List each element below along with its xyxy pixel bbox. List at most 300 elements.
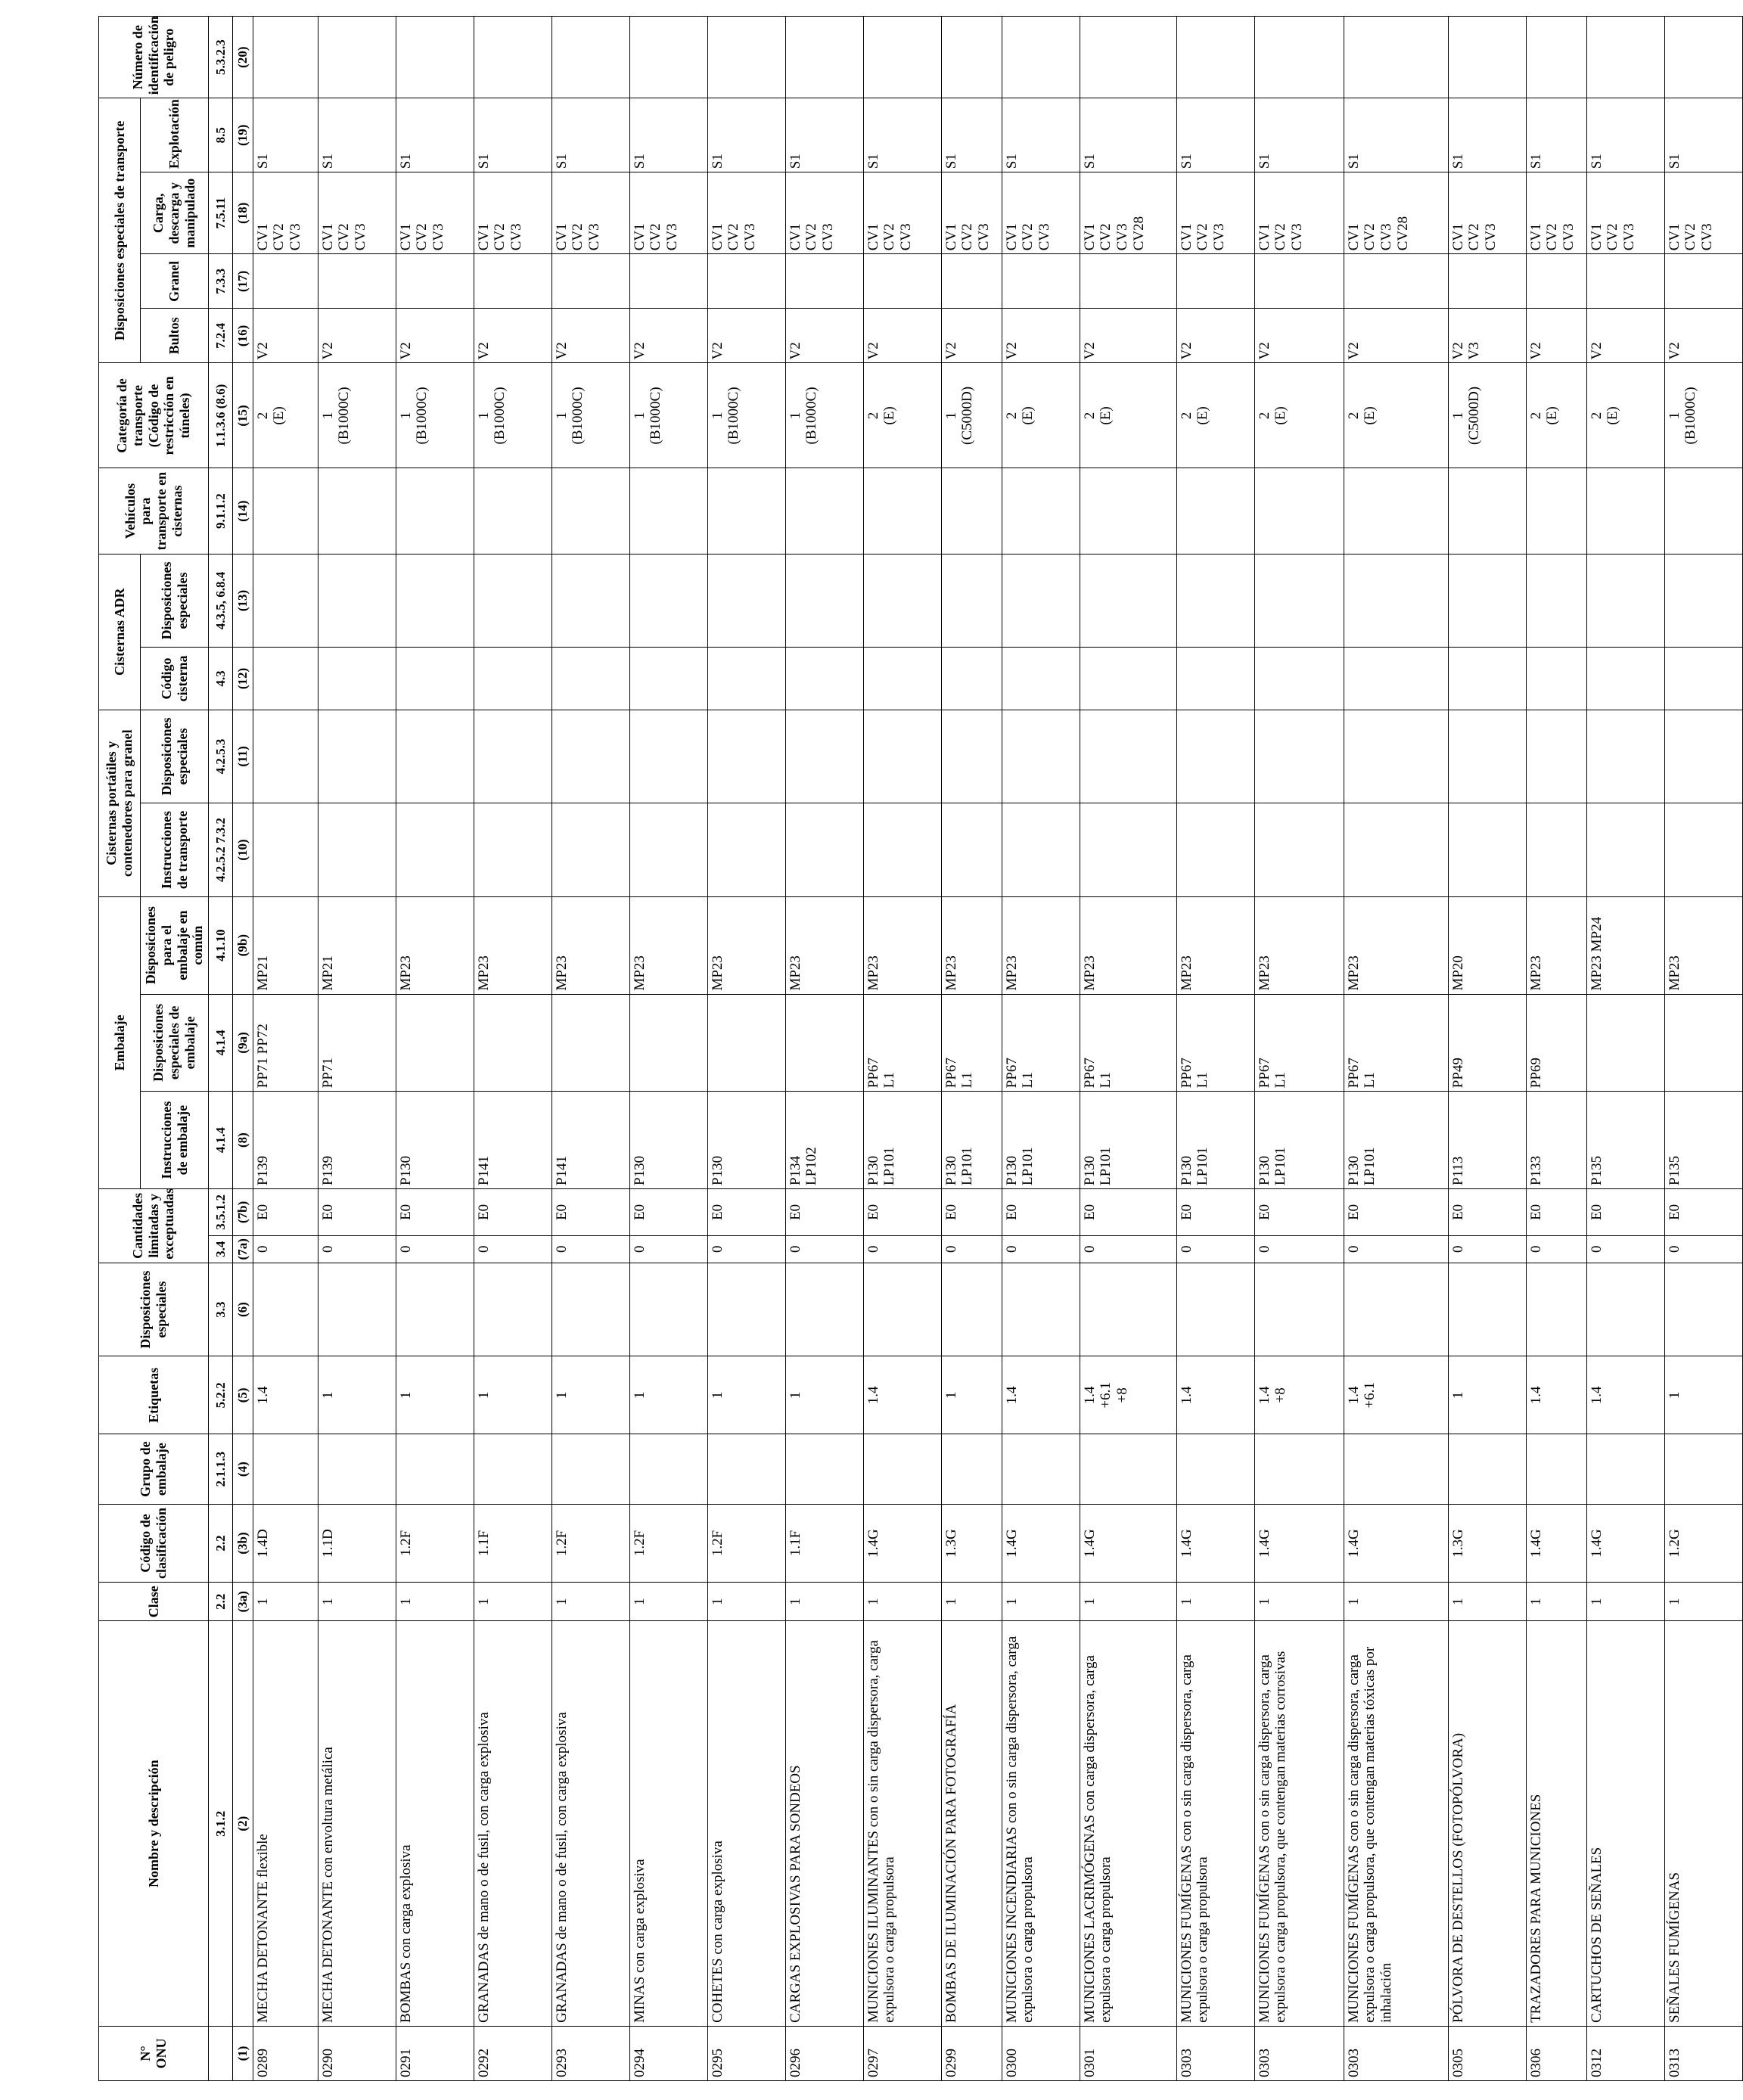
special-provisions-cell: [253, 1263, 318, 1356]
name-cell: MUNICIONES ILUMINANTES con o sin carga dispersora, carga expulsora o carga propulsora: [863, 1621, 941, 2026]
limited-quantity-cell: 0: [253, 1235, 318, 1263]
packing-instruction-cell: P130 LP101: [1254, 1092, 1344, 1189]
pt-special-cell: [1176, 710, 1254, 803]
tank-code-cell: [396, 648, 474, 710]
ref-cell: 3.1.2: [209, 1621, 233, 2026]
tank-code-cell: [707, 648, 785, 710]
transport-category-cell: 2 (E): [1080, 363, 1176, 468]
header-special-provisions: Disposiciones especiales: [99, 1263, 209, 1356]
class-cell: 1: [629, 1582, 707, 1620]
tank-special-cell: [1254, 554, 1344, 648]
vehicle-cell: [253, 468, 318, 554]
hazard-id-cell: [1448, 17, 1526, 98]
class-cell: 1: [253, 1582, 318, 1620]
packing-instruction-cell: P130: [707, 1092, 785, 1189]
packing-instruction-cell: P134 LP102: [785, 1092, 863, 1189]
pt-instruction-cell: [941, 803, 1002, 897]
vehicle-cell: [1664, 468, 1742, 554]
packages-cell: V2: [474, 309, 551, 363]
vehicle-cell: [1448, 468, 1526, 554]
special-packing-cell: [474, 994, 551, 1092]
header-name: Nombre y descripción: [99, 1621, 209, 2026]
limited-quantity-cell: 0: [863, 1235, 941, 1263]
excepted-quantity-cell: E0: [629, 1188, 707, 1235]
table-row: [629, 17, 707, 2081]
operation-cell: S1: [474, 98, 551, 172]
column-number: (15): [233, 363, 253, 468]
tank-code-cell: [1002, 648, 1080, 710]
special-packing-cell: [1586, 994, 1664, 1092]
labels-cell: 1: [941, 1356, 1002, 1434]
tank-code-cell: [318, 648, 396, 710]
mixed-packing-cell: MP23: [396, 896, 474, 994]
ref-cell: 2.2: [209, 1504, 233, 1582]
column-number: (19): [233, 98, 253, 172]
special-provisions-cell: [941, 1263, 1002, 1356]
name-cell: COHETES con carga explosiva: [707, 1621, 785, 2026]
loading-cell: CV1 CV2 CV3: [863, 172, 941, 254]
packing-instruction-cell: P130 LP101: [863, 1092, 941, 1189]
table-row: [474, 17, 551, 2081]
column-number: (13): [233, 554, 253, 648]
tank-special-cell: [1448, 554, 1526, 648]
special-provisions-cell: [629, 1263, 707, 1356]
packing-instruction-cell: P130 LP101: [1344, 1092, 1448, 1189]
packages-cell: V2: [396, 309, 474, 363]
hazard-id-cell: [318, 17, 396, 98]
operation-cell: S1: [1526, 98, 1586, 172]
bulk-cell: [1002, 254, 1080, 309]
table-row: [707, 17, 785, 2081]
mixed-packing-cell: MP23: [629, 896, 707, 994]
header-packing-instructions: Instrucciones de embalaje: [141, 1092, 209, 1189]
limited-quantity-cell: 0: [396, 1235, 474, 1263]
table-row: [1002, 17, 1080, 2081]
class-code-cell: 1.2F: [396, 1504, 474, 1582]
un-no-cell: 0303: [1344, 2026, 1448, 2080]
column-number: (16): [233, 309, 253, 363]
labels-cell: 1: [318, 1356, 396, 1434]
class-code-cell: 1.4G: [863, 1504, 941, 1582]
un-no-cell: 0290: [318, 2026, 396, 2080]
pt-special-cell: [1254, 710, 1344, 803]
pt-instruction-cell: [1002, 803, 1080, 897]
tank-code-cell: [551, 648, 629, 710]
un-no-cell: 0296: [785, 2026, 863, 2080]
packing-group-cell: [1344, 1434, 1448, 1505]
tank-special-cell: [1586, 554, 1664, 648]
class-code-cell: 1.1F: [474, 1504, 551, 1582]
class-code-cell: 1.4D: [253, 1504, 318, 1582]
labels-cell: 1.4: [1526, 1356, 1586, 1434]
loading-cell: CV1 CV2 CV3: [785, 172, 863, 254]
un-no-cell: 0292: [474, 2026, 551, 2080]
header-packages: Bultos: [141, 309, 209, 363]
class-code-cell: 1.4G: [1002, 1504, 1080, 1582]
un-no-cell: 0291: [396, 2026, 474, 2080]
transport-category-cell: 2 (E): [253, 363, 318, 468]
ref-cell: 4.1.10: [209, 896, 233, 994]
column-number: (18): [233, 172, 253, 254]
labels-cell: 1: [1664, 1356, 1742, 1434]
special-packing-cell: [1664, 994, 1742, 1092]
tank-code-cell: [1664, 648, 1742, 710]
hazard-id-cell: [1344, 17, 1448, 98]
mixed-packing-cell: MP23: [1526, 896, 1586, 994]
name-cell: CARTUCHOS DE SEÑALES: [1586, 1621, 1664, 2026]
operation-cell: S1: [551, 98, 629, 172]
transport-category-cell: 2 (E): [1254, 363, 1344, 468]
packing-instruction-cell: P130: [396, 1092, 474, 1189]
tank-code-cell: [474, 648, 551, 710]
name-cell: MECHA DETONANTE con envoltura metálica: [318, 1621, 396, 2026]
limited-quantity-cell: 0: [707, 1235, 785, 1263]
pt-special-cell: [1526, 710, 1586, 803]
header-pt-instructions: Instrucciones de transporte: [141, 803, 209, 897]
pt-special-cell: [318, 710, 396, 803]
tank-special-cell: [629, 554, 707, 648]
class-cell: 1: [1526, 1582, 1586, 1620]
excepted-quantity-cell: E0: [707, 1188, 785, 1235]
table-row: [1526, 17, 1586, 2081]
tank-special-cell: [1080, 554, 1176, 648]
mixed-packing-cell: MP23: [1176, 896, 1254, 994]
pt-instruction-cell: [1586, 803, 1664, 897]
column-number: (9b): [233, 896, 253, 994]
bulk-cell: [1080, 254, 1176, 309]
excepted-quantity-cell: E0: [1664, 1188, 1742, 1235]
vehicle-cell: [1344, 468, 1448, 554]
packing-group-cell: [1448, 1434, 1526, 1505]
special-provisions-cell: [863, 1263, 941, 1356]
column-number: (7a): [233, 1235, 253, 1263]
bulk-cell: [863, 254, 941, 309]
operation-cell: S1: [1002, 98, 1080, 172]
special-packing-cell: [785, 994, 863, 1092]
column-number: (17): [233, 254, 253, 309]
loading-cell: CV1 CV2 CV3: [396, 172, 474, 254]
excepted-quantity-cell: E0: [1176, 1188, 1254, 1235]
column-number: (2): [233, 1621, 253, 2026]
operation-cell: S1: [1448, 98, 1526, 172]
table-row: [863, 17, 941, 2081]
packing-instruction-cell: P133: [1526, 1092, 1586, 1189]
class-code-cell: 1.4G: [1176, 1504, 1254, 1582]
limited-quantity-cell: 0: [941, 1235, 1002, 1263]
pt-special-cell: [1002, 710, 1080, 803]
dangerous-goods-table: [98, 16, 1743, 2081]
ref-cell: 4.3: [209, 648, 233, 710]
header-labels: Etiquetas: [99, 1356, 209, 1434]
pt-special-cell: [253, 710, 318, 803]
table-row: [396, 17, 474, 2081]
limited-quantity-cell: 0: [1664, 1235, 1742, 1263]
mixed-packing-cell: MP23: [1664, 896, 1742, 994]
labels-cell: 1: [1448, 1356, 1526, 1434]
tank-code-cell: [253, 648, 318, 710]
column-number: (4): [233, 1434, 253, 1505]
un-no-cell: 0303: [1254, 2026, 1344, 2080]
class-cell: 1: [474, 1582, 551, 1620]
bulk-cell: [551, 254, 629, 309]
name-cell: MINAS con carga explosiva: [629, 1621, 707, 2026]
table-row: [318, 17, 396, 2081]
hazard-id-cell: [1586, 17, 1664, 98]
name-cell: MUNICIONES LACRIMÓGENAS con carga dispersora, carga expulsora o carga propulsora: [1080, 1621, 1176, 2026]
name-cell: PÓLVORA DE DESTELLOS (FOTOPÓLVORA): [1448, 1621, 1526, 2026]
hazard-id-cell: [707, 17, 785, 98]
class-code-cell: 1.3G: [1448, 1504, 1526, 1582]
packages-cell: V2: [1002, 309, 1080, 363]
excepted-quantity-cell: E0: [396, 1188, 474, 1235]
name-cell: SEÑALES FUMÍGENAS: [1664, 1621, 1742, 2026]
column-number: (20): [233, 17, 253, 98]
name-cell: MUNICIONES FUMÍGENAS con o sin carga dispersora, carga expulsora o carga propulsora, que contengan materias tóxicas por inhalación: [1344, 1621, 1448, 2026]
bulk-cell: [941, 254, 1002, 309]
table-row: [941, 17, 1002, 2081]
mixed-packing-cell: MP23: [1002, 896, 1080, 994]
table-row: [785, 17, 863, 2081]
pt-instruction-cell: [318, 803, 396, 897]
special-packing-cell: PP49: [1448, 994, 1526, 1092]
loading-cell: CV1 CV2 CV3: [1664, 172, 1742, 254]
class-code-cell: 1.1F: [785, 1504, 863, 1582]
loading-cell: CV1 CV2 CV3: [1448, 172, 1526, 254]
pt-special-cell: [1586, 710, 1664, 803]
hazard-id-cell: [474, 17, 551, 98]
class-code-cell: 1.2G: [1664, 1504, 1742, 1582]
ref-cell: 4.2.5.3: [209, 710, 233, 803]
limited-quantity-cell: 0: [785, 1235, 863, 1263]
name-cell: TRAZADORES PARA MUNICIONES: [1526, 1621, 1586, 2026]
name-cell: BOMBAS DE ILUMINACIÓN PARA FOTOGRAFÍA: [941, 1621, 1002, 2026]
packages-cell: V2: [1080, 309, 1176, 363]
limited-quantity-cell: 0: [1344, 1235, 1448, 1263]
header-packaging: Embalaje: [99, 896, 141, 1188]
packages-cell: V2: [1664, 309, 1742, 363]
class-cell: 1: [707, 1582, 785, 1620]
tank-special-cell: [863, 554, 941, 648]
packing-instruction-cell: P130 LP101: [1002, 1092, 1080, 1189]
pt-instruction-cell: [253, 803, 318, 897]
bulk-cell: [1176, 254, 1254, 309]
packing-instruction-cell: P130 LP101: [1080, 1092, 1176, 1189]
ref-cell: 3.5.1.2: [209, 1188, 233, 1235]
limited-quantity-cell: 0: [1176, 1235, 1254, 1263]
packages-cell: V2: [1586, 309, 1664, 363]
class-cell: 1: [1254, 1582, 1344, 1620]
hazard-id-cell: [941, 17, 1002, 98]
vehicle-cell: [1176, 468, 1254, 554]
ref-cell: 3.3: [209, 1263, 233, 1356]
tank-special-cell: [1002, 554, 1080, 648]
table-row: [253, 17, 318, 2081]
operation-cell: S1: [396, 98, 474, 172]
table-row: [1176, 17, 1254, 2081]
packing-group-cell: [629, 1434, 707, 1505]
loading-cell: CV1 CV2 CV3 CV28: [1344, 172, 1448, 254]
un-no-cell: 0306: [1526, 2026, 1586, 2080]
mixed-packing-cell: MP23: [941, 896, 1002, 994]
bulk-cell: [474, 254, 551, 309]
pt-special-cell: [474, 710, 551, 803]
mixed-packing-cell: MP23: [785, 896, 863, 994]
pt-instruction-cell: [474, 803, 551, 897]
packing-instruction-cell: P113: [1448, 1092, 1526, 1189]
header-bulk: Granel: [141, 254, 209, 309]
transport-category-cell: 1 (B1000C): [396, 363, 474, 468]
mixed-packing-cell: MP23: [1080, 896, 1176, 994]
limited-quantity-cell: 0: [474, 1235, 551, 1263]
pt-instruction-cell: [396, 803, 474, 897]
transport-category-cell: 1 (B1000C): [785, 363, 863, 468]
name-cell: MUNICIONES FUMÍGENAS con o sin carga dispersora, carga expulsora o carga propulsora: [1176, 1621, 1254, 2026]
loading-cell: CV1 CV2 CV3: [1254, 172, 1344, 254]
vehicle-cell: [551, 468, 629, 554]
operation-cell: S1: [1176, 98, 1254, 172]
tank-special-cell: [785, 554, 863, 648]
loading-cell: CV1 CV2 CV3: [941, 172, 1002, 254]
table-body: [253, 17, 1742, 2081]
column-number: (3b): [233, 1504, 253, 1582]
bulk-cell: [1344, 254, 1448, 309]
labels-cell: 1.4 +6.1 +8: [1080, 1356, 1176, 1434]
hazard-id-cell: [1080, 17, 1176, 98]
class-cell: 1: [1080, 1582, 1176, 1620]
table-row: [1254, 17, 1344, 2081]
header-hazard-id: Número de identificación de peligro: [99, 17, 209, 98]
labels-cell: 1.4: [863, 1356, 941, 1434]
transport-category-cell: 1 (B1000C): [629, 363, 707, 468]
packing-group-cell: [318, 1434, 396, 1505]
transport-category-cell: 2 (E): [1526, 363, 1586, 468]
un-no-cell: 0313: [1664, 2026, 1742, 2080]
special-provisions-cell: [551, 1263, 629, 1356]
mixed-packing-cell: MP23: [474, 896, 551, 994]
tank-code-cell: [1526, 648, 1586, 710]
tank-code-cell: [941, 648, 1002, 710]
excepted-quantity-cell: E0: [1526, 1188, 1586, 1235]
operation-cell: S1: [253, 98, 318, 172]
special-packing-cell: PP67 L1: [1344, 994, 1448, 1092]
limited-quantity-cell: 0: [629, 1235, 707, 1263]
labels-cell: 1.4 +6.1: [1344, 1356, 1448, 1434]
un-no-cell: 0301: [1080, 2026, 1176, 2080]
header-class: Clase: [99, 1582, 209, 1620]
mixed-packing-cell: MP20: [1448, 896, 1526, 994]
hazard-id-cell: [1526, 17, 1586, 98]
header-packing-group: Grupo de embalaje: [99, 1434, 209, 1505]
special-packing-cell: PP71 PP72: [253, 994, 318, 1092]
loading-cell: CV1 CV2 CV3: [551, 172, 629, 254]
labels-cell: 1.4: [253, 1356, 318, 1434]
transport-category-cell: 2 (E): [863, 363, 941, 468]
table-row: [1080, 17, 1176, 2081]
packing-instruction-cell: P139: [253, 1092, 318, 1189]
pt-special-cell: [1080, 710, 1176, 803]
header-un-no: N° ONU: [99, 2026, 209, 2080]
vehicle-cell: [629, 468, 707, 554]
hazard-id-cell: [629, 17, 707, 98]
special-packing-cell: PP67 L1: [941, 994, 1002, 1092]
pt-instruction-cell: [785, 803, 863, 897]
header-class-code: Código de clasificación: [99, 1504, 209, 1582]
packing-group-cell: [863, 1434, 941, 1505]
loading-cell: CV1 CV2 CV3: [707, 172, 785, 254]
vehicle-cell: [785, 468, 863, 554]
class-code-cell: 1.3G: [941, 1504, 1002, 1582]
pt-instruction-cell: [1176, 803, 1254, 897]
bulk-cell: [629, 254, 707, 309]
pt-instruction-cell: [1080, 803, 1176, 897]
packing-instruction-cell: P135: [1586, 1092, 1664, 1189]
pt-special-cell: [1344, 710, 1448, 803]
packing-instruction-cell: P135: [1664, 1092, 1742, 1189]
column-number: (1): [233, 2026, 253, 2080]
excepted-quantity-cell: E0: [474, 1188, 551, 1235]
table-row: [551, 17, 629, 2081]
packages-cell: V2: [1176, 309, 1254, 363]
class-cell: 1: [941, 1582, 1002, 1620]
special-packing-cell: PP67 L1: [1254, 994, 1344, 1092]
labels-cell: 1.4: [1586, 1356, 1664, 1434]
special-provisions-cell: [1002, 1263, 1080, 1356]
header-loading: Carga, descarga y manipulado: [141, 172, 209, 254]
un-no-cell: 0295: [707, 2026, 785, 2080]
hazard-id-cell: [785, 17, 863, 98]
pt-special-cell: [551, 710, 629, 803]
special-packing-cell: [551, 994, 629, 1092]
special-provisions-cell: [1176, 1263, 1254, 1356]
ref-cell: 4.2.5.2 7.3.2: [209, 803, 233, 897]
packages-cell: V2: [253, 309, 318, 363]
transport-category-cell: 1 (B1000C): [474, 363, 551, 468]
operation-cell: S1: [707, 98, 785, 172]
excepted-quantity-cell: E0: [1586, 1188, 1664, 1235]
hazard-id-cell: [1176, 17, 1254, 98]
special-provisions-cell: [1254, 1263, 1344, 1356]
ref-cell: 9.1.1.2: [209, 468, 233, 554]
class-code-cell: 1.1D: [318, 1504, 396, 1582]
packages-cell: V2: [551, 309, 629, 363]
header-tank-code: Código cisterna: [141, 648, 209, 710]
limited-quantity-cell: 0: [318, 1235, 396, 1263]
transport-category-cell: 2 (E): [1344, 363, 1448, 468]
special-packing-cell: PP67 L1: [1080, 994, 1176, 1092]
header-special-transport: Disposiciones especiales de transporte: [99, 98, 141, 363]
operation-cell: S1: [1080, 98, 1176, 172]
class-cell: 1: [1586, 1582, 1664, 1620]
operation-cell: S1: [629, 98, 707, 172]
labels-cell: 1: [785, 1356, 863, 1434]
excepted-quantity-cell: E0: [1254, 1188, 1344, 1235]
name-cell: MUNICIONES INCENDIARIAS con o sin carga dispersora, carga expulsora o carga propulsora: [1002, 1621, 1080, 2026]
packing-group-cell: [396, 1434, 474, 1505]
special-provisions-cell: [1448, 1263, 1526, 1356]
ref-cell: 2.2: [209, 1582, 233, 1620]
class-cell: 1: [863, 1582, 941, 1620]
header-operation: Explotación: [141, 98, 209, 172]
packing-instruction-cell: P130 LP101: [1176, 1092, 1254, 1189]
tank-code-cell: [863, 648, 941, 710]
pt-instruction-cell: [1448, 803, 1526, 897]
limited-quantity-cell: 0: [1448, 1235, 1526, 1263]
header-adr-tanks: Cisternas ADR: [99, 554, 141, 710]
limited-quantity-cell: 0: [551, 1235, 629, 1263]
excepted-quantity-cell: E0: [941, 1188, 1002, 1235]
column-number: (9a): [233, 994, 253, 1092]
class-cell: 1: [785, 1582, 863, 1620]
